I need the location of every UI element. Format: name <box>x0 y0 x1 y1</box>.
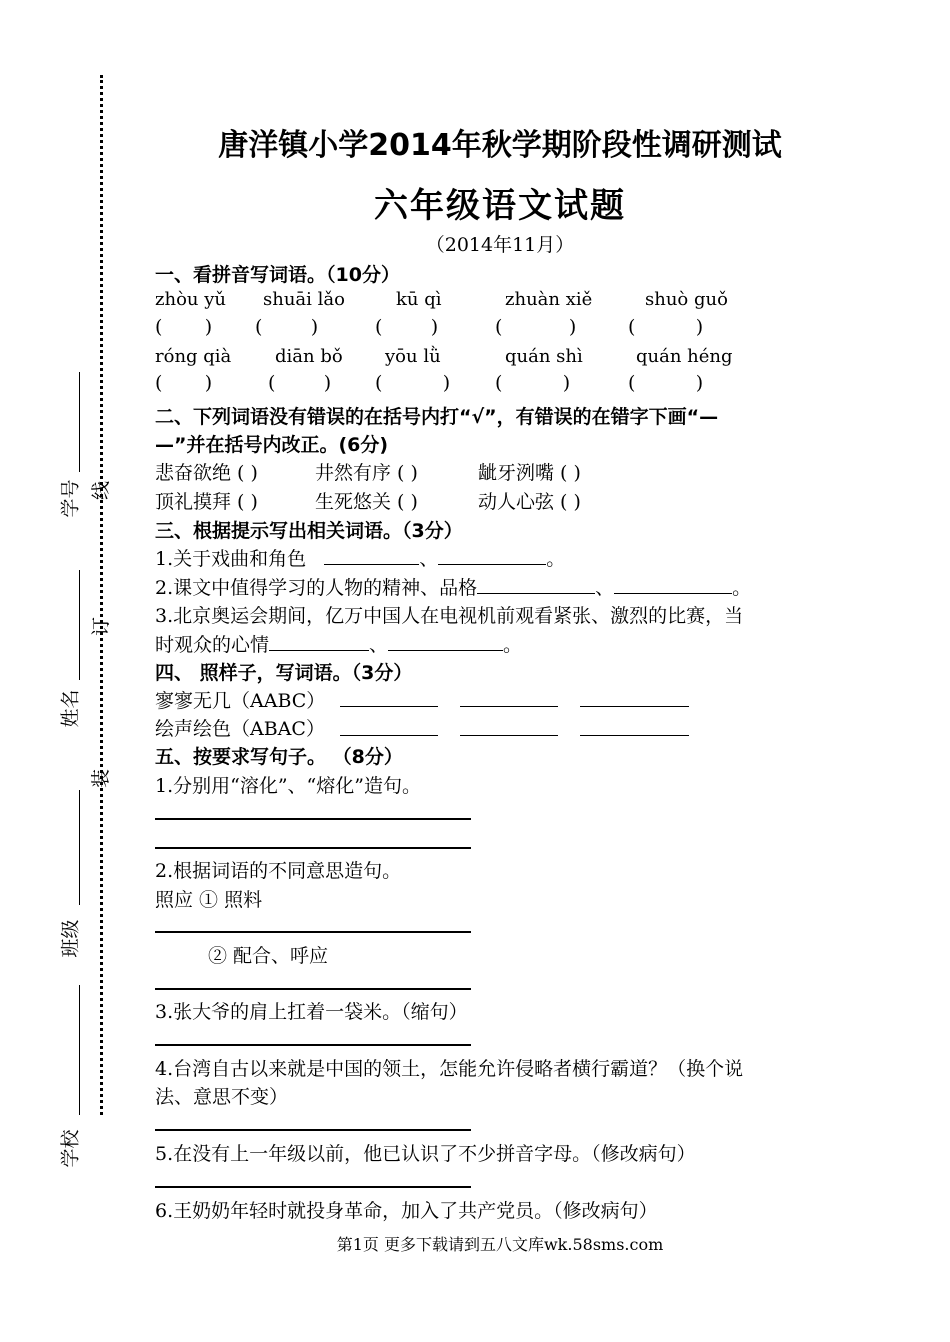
answer-blank[interactable] <box>324 546 419 565</box>
section1-heading: 一、看拼音写词语。（10分） <box>155 264 400 286</box>
field-student-id-label: 学号 <box>59 479 82 518</box>
section2-heading-line2: —”并在括号内改正。(6分) <box>155 434 389 456</box>
answer-paren[interactable]: ( ) <box>628 316 704 338</box>
answer-line[interactable] <box>155 988 471 990</box>
answer-blank[interactable] <box>477 575 595 594</box>
cut-word-ding: 订 <box>90 616 113 637</box>
section5-heading: 五、按要求写句子。 （8分） <box>155 746 403 768</box>
answer-paren[interactable]: ( ) <box>255 316 319 338</box>
field-name-line[interactable] <box>79 570 80 680</box>
period: 。 <box>503 634 523 656</box>
answer-line[interactable] <box>155 1129 471 1131</box>
answer-paren[interactable]: ( ) <box>495 372 571 394</box>
section3-item1 <box>155 544 565 571</box>
section3-item3-line1: 3.北京奥运会期间，亿万中国人在电视机前观看紧张、激烈的比赛，当 <box>155 605 744 627</box>
answer-line[interactable] <box>155 1044 471 1046</box>
page-footer: 第1页 更多下载请到五八文库wk.58sms.com <box>336 1235 664 1254</box>
pinyin-1: zhòu yǔ <box>155 289 226 310</box>
answer-line[interactable] <box>155 818 471 820</box>
pinyin-3: kū qì <box>396 289 442 310</box>
answer-paren[interactable]: ( ) <box>268 372 332 394</box>
answer-line[interactable] <box>155 1186 471 1188</box>
cut-word-xian: 线 <box>90 480 113 501</box>
section5-q2-b: ② 配合、呼应 <box>208 945 329 967</box>
separator: 、 <box>369 634 389 656</box>
word-check-item[interactable]: 生死悠关 ( ) <box>315 491 418 513</box>
answer-paren[interactable]: ( ) <box>155 316 213 338</box>
exam-subtitle: 六年级语文试题 <box>374 186 626 226</box>
word-check-item[interactable]: 悲奋欲绝 ( ) <box>155 462 258 484</box>
period: 。 <box>546 548 566 570</box>
section5-q1: 1.分别用“溶化”、“熔化”造句。 <box>155 775 421 797</box>
exam-date: （2014年11月） <box>425 234 575 256</box>
section3-item3-text: 时观众的心情 <box>155 634 270 656</box>
word-check-item[interactable]: 龇牙洌嘴 ( ) <box>478 462 581 484</box>
section5-q2: 2.根据词语的不同意思造句。 <box>155 860 402 882</box>
word-check-item[interactable]: 动人心弦 ( ) <box>478 491 581 513</box>
pinyin-10: quán héng <box>636 346 733 367</box>
answer-blank[interactable] <box>460 706 558 707</box>
field-class-line[interactable] <box>79 790 80 905</box>
section4-item2: 绘声绘色（ABAC） <box>155 718 325 740</box>
section5-q2-a: 照应 ① 照料 <box>155 889 263 911</box>
section5-q4-line1: 4.台湾自古以来就是中国的领土，怎能允许侵略者横行霸道？（换个说 <box>155 1058 744 1080</box>
answer-line[interactable] <box>155 931 471 933</box>
pinyin-9: quán shì <box>505 346 583 367</box>
section3-heading: 三、根据提示写出相关词语。（3分） <box>155 520 463 542</box>
answer-paren[interactable]: ( ) <box>375 316 439 338</box>
answer-blank[interactable] <box>614 575 732 594</box>
section3-item3 <box>155 630 522 657</box>
section5-q4-line2: 法、意思不变） <box>155 1086 289 1108</box>
pinyin-6: róng qià <box>155 346 232 367</box>
section3-item2 <box>155 573 751 600</box>
pinyin-8: yōu lǜ <box>385 346 441 367</box>
answer-line[interactable] <box>155 847 471 849</box>
period: 。 <box>732 577 752 599</box>
section3-item1-text: 1.关于戏曲和角色 <box>155 548 307 570</box>
field-school-line[interactable] <box>79 985 80 1115</box>
answer-blank[interactable] <box>340 706 438 707</box>
answer-blank[interactable] <box>388 632 503 651</box>
pinyin-2: shuāi lǎo <box>263 289 345 310</box>
answer-blank[interactable] <box>580 735 689 736</box>
field-school-label: 学校 <box>59 1129 82 1168</box>
section5-q3: 3.张大爷的肩上扛着一袋米。（缩句） <box>155 1001 468 1023</box>
pinyin-4: zhuàn xiě <box>505 289 593 310</box>
pinyin-7: diān bǒ <box>275 346 343 367</box>
separator: 、 <box>419 548 439 570</box>
section2-heading-line1: 二、下列词语没有错误的在括号内打“√”，有错误的在错字下画“— <box>155 406 719 428</box>
exam-title: 唐洋镇小学2014年秋学期阶段性调研测试 <box>218 128 782 163</box>
pinyin-5: shuò guǒ <box>645 289 728 310</box>
cut-word-zhuang: 装 <box>90 768 113 789</box>
word-check-item[interactable]: 顶礼摸拜 ( ) <box>155 491 258 513</box>
answer-paren[interactable]: ( ) <box>495 316 577 338</box>
section5-q6: 6.王奶奶年轻时就投身革命，加入了共产党员。（修改病句） <box>155 1200 658 1222</box>
answer-paren[interactable]: ( ) <box>375 372 451 394</box>
word-check-item[interactable]: 井然有序 ( ) <box>315 462 418 484</box>
section4-heading: 四、 照样子，写词语。（3分） <box>155 662 413 684</box>
answer-blank[interactable] <box>580 706 689 707</box>
section3-item2-text: 2.课文中值得学习的人物的精神、品格 <box>155 577 478 599</box>
section5-q5: 5.在没有上一年级以前，他已认识了不少拼音字母。（修改病句） <box>155 1143 696 1165</box>
answer-blank[interactable] <box>438 546 546 565</box>
field-class-label: 班级 <box>59 919 82 958</box>
answer-paren[interactable]: ( ) <box>628 372 704 394</box>
answer-blank[interactable] <box>460 735 558 736</box>
answer-paren[interactable]: ( ) <box>155 372 213 394</box>
answer-blank[interactable] <box>269 632 369 651</box>
field-student-id-line[interactable] <box>79 372 80 472</box>
field-name-label: 姓名 <box>59 689 82 728</box>
answer-blank[interactable] <box>340 735 438 736</box>
section4-item1: 寥寥无几（AABC） <box>155 690 326 712</box>
separator: 、 <box>595 577 615 599</box>
